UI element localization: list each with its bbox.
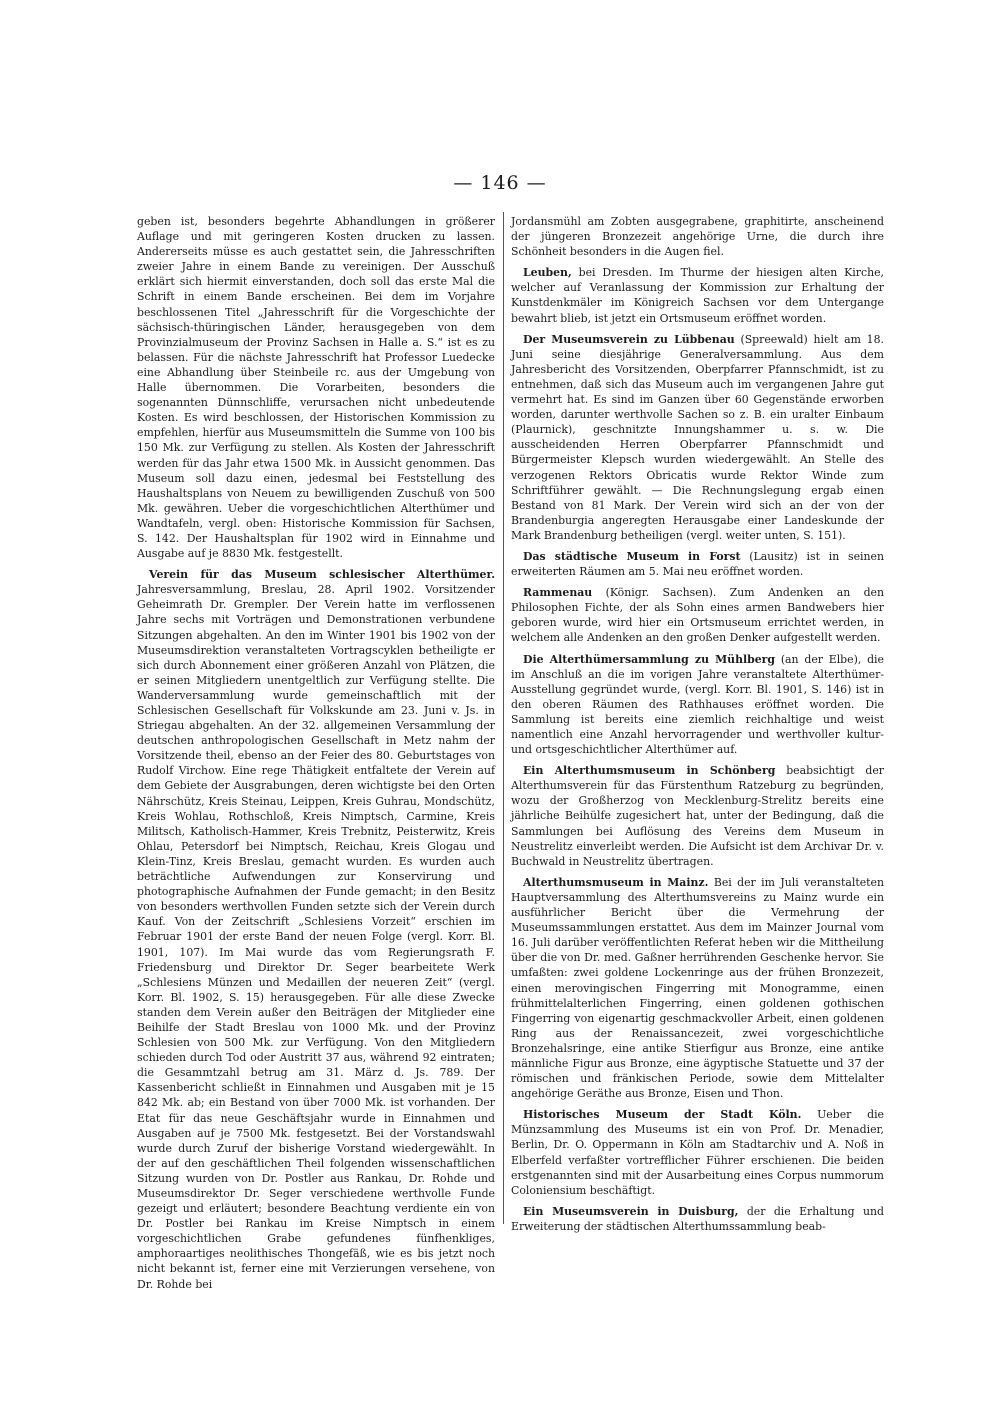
section-heading: Verein für das Museum schlesischer Alterthümer. — [149, 568, 495, 582]
paragraph-koeln: Historisches Museum der Stadt Köln. Ueber die Münzsammlung des Museums ist ein von Prof. Dr. Menadier, Berlin, Dr. O. Oppermann in Köln am Stadtarchiv und A. Noß in Elberfeld verfaßter vortrefflicher Führer erschienen. Die beiden erstgenannten sind mit der Ausarbeitung eines Corpus nummorum Coloniensium beschäftigt. — [511, 1108, 884, 1197]
paragraph-jordansmuehl: Jordansmühl am Zobten ausgegrabene, graphitirte, anscheinend der jüngeren Bronzezeit angehörige Urne, die durch ihre Schönheit besonders in die Augen fiel. — [511, 215, 884, 259]
section-heading: Die Alterthümersammlung zu Mühlberg — [523, 652, 776, 666]
section-heading: Rammenau — [523, 586, 593, 600]
section-heading: Ein Museumsverein in Duisburg, — [523, 1204, 739, 1218]
paragraph-rammenau: Rammenau (Königr. Sachsen). Zum Andenken an den Philosophen Fichte, der als Sohn eines armen Bandwebers hier geboren wurde, wird hier ein Ortsmuseum errichtet werden, in welchem alle Andenken an den großen Denker aufgestellt werden. — [511, 586, 884, 645]
paragraph-leuben: Leuben, bei Dresden. Im Thurme der hiesigen alten Kirche, welcher auf Veranlassung der Kommission zur Erhaltung der Kunstdenkmäler im Königreich Sachsen vor dem Untergange bewahrt blieb, ist jetzt ein Ortsmuseum eröffnet worden. — [511, 266, 884, 325]
paragraph-luebbenau: Der Museumsverein zu Lübbenau (Spreewald) hielt am 18. Juni seine diesjährige Generalversammlung. Aus dem Jahresbericht des Vorsitzenden, Oberpfarrer Pfannschmidt, ist zu entnehmen, daß sich das Museum auch im vergangenen Jahre gut vermehrt hat. Es sind im Ganzen über 60 Gegenstände erworben worden, darunter werthvolle Sachen so z. B. ein uralter Einbaum (Plaurnick), geschnitzte Innungshammer u. s. w. Die ausscheidenden Herren Oberpfarrer Pfannschmidt und Bürgermeister Klepsch wurden wiedergewählt. An Stelle des verzogenen Rektors Obricatis wurde Rektor Winde zum Schriftführer gewählt. — Die Rechnungslegung ergab einen Bestand von 81 Mark. Der Verein wird sich an der von der Brandenburgia angeregten Herausgabe einer Landeskunde der Mark Brandenburg betheiligen (vergl. weiter unten, S. 151). — [511, 332, 884, 542]
left-column — [137, 214, 495, 1298]
paragraph-mainz: Alterthumsmuseum in Mainz. Bei der im Juli veranstalteten Hauptversammlung des Alterthumsvereins zu Mainz wurde ein ausführlicher Bericht über die Vermehrung der Museumssammlungen erstattet. Aus dem im Mainzer Journal vom 16. Juli darüber veröffentlichten Referat heben wir die Mittheilung über die von Dr. med. Gaßner herrührenden Geschenke hervor. Sie umfaßten: zwei goldene Lockenringe aus der frühen Bronzezeit, einen merovingischen Fingerring mit Monogramme, einen frühmittelalterlichen Fingerring, einen goldenen gothischen Fingerring von eigenartig geschmackvoller Arbeit, einen goldenen Ring aus der Renaissancezeit, zwei vorgeschichtliche Bronzehalsringe, eine antike Stierfigur aus Bronze, eine antike männliche Figur aus Bronze, eine ägyptische Statuette und 37 der römischen und fränkischen Periode, sowie dem Mittelalter angehörige Geräthe aus Bronze, Eisen und Thon. — [511, 875, 885, 1101]
paragraph-continuation: geben ist, besonders begehrte Abhandlungen in größerer Auflage und mit geringeren Kosten drucken zu lassen. Andererseits müsse es auch gestattet sein, die Jahresschriften zweier Jahre in einem Bande zu vereinigen. Der Ausschuß erklärt sich hiermit einverstanden, doch soll das erste Mal die Schrift in einem Bande erscheinen. Bei dem im Vorjahre beschlossenen Titel „Jahresschrift für die Vorgeschichte der sächsisch-thüringischen Länder, herausgegeben von dem Provinzialmuseum der Provinz Sachsen in Halle a. S.“ ist es zu belassen. Für die nächste Jahresschrift hat Professor Luedecke eine Abhandlung über Steinbeile rc. aus der Umgebung von Halle übernommen. Die Vorarbeiten, besonders die sogenannten Dünnschliffe, verursachen nicht unbedeutende Kosten. Es wird beschlossen, der Historischen Kommission zu empfehlen, hierfür aus Museumsmitteln die Summe von 100 bis 150 Mk. zur Verfügung zu stellen. Als Kosten der Jahresschrift werden für das Jahr etwa 1500 Mk. in Aussicht genommen. Das Museum soll dazu einen, jedesmal bei Feststellung des Haushaltsplans von Neuem zu bewilligenden Zuschuß von 500 Mk. gewähren. Ueber die vorgeschichtlichen Alterthümer und Wandtafeln, vergl. oben: Historische Kommission für Sachsen, S. 142. Der Haushaltsplan für 1902 wird in Einnahme und Ausgabe auf je 8830 Mk. festgestellt. — [137, 215, 495, 561]
section-heading: Das städtische Museum in Forst — [523, 549, 741, 563]
section-heading: Historisches Museum der Stadt Köln. — [523, 1108, 802, 1122]
right-column — [511, 214, 884, 1240]
column-divider — [503, 212, 504, 1224]
paragraph-forst: Das städtische Museum in Forst (Lausitz) ist in seinen erweiterten Räumen am 5. Mai neu eröffnet worden. — [511, 549, 884, 579]
section-heading: Der Museumsverein zu Lübbenau — [523, 332, 735, 346]
page-number: — 146 — — [453, 172, 547, 194]
section-heading: Leuben, — [523, 266, 572, 280]
paragraph-verein-schlesien: Verein für das Museum schlesischer Alterthümer. Jahresversammlung, Breslau, 28. April 1902. Vorsitzender Geheimrath Dr. Grempler. Der Verein hatte im verflossenen Jahre sechs mit Vorträgen und Demonstrationen verbundene Sitzungen abgehalten. An den im Winter 1901 bis 1902 von der Museumsdirektion veranstalteten Vortragscyklen betheiligte er sich durch Abonnement einer größeren Anzahl von Plätzen, die er seinen Mitgliedern unentgeltlich zur Verfügung stellte. Die Wanderversammlung wurde gemeinschaftlich mit der Schlesischen Gesellschaft für Volkskunde am 23. Juni v. Js. in Striegau abgehalten. An der 32. allgemeinen Versammlung der deutschen anthropologischen Gesellschaft in Metz nahm der Vorsitzende theil, ebenso an der Feier des 80. Geburtstages von Rudolf Virchow. Eine rege Thätigkeit entfaltete der Verein auf dem Gebiete der Ausgrabungen, deren wichtigste bei den Orten Nährschütz, Kreis Steinau, Leippen, Kreis Guhrau, Mondschütz, Kreis Wohlau, Rothschloß, Kreis Nimptsch, Carmine, Kreis Militsch, Katholisch-Hammer, Kreis Trebnitz, Peisterwitz, Kreis Ohlau, Petersdorf bei Nimptsch, Reichau, Kreis Glogau und Klein-Tinz, Kreis Breslau, gemacht wurden. Es wurden auch beträchtliche Aufwendungen zur Konservirung und photographische Aufnahmen der Funde gemacht; in den Besitz von besonders werthvollen Funden setzte sich der Verein durch Kauf. Von der Zeitschrift „Schlesiens Vorzeit“ erschien im Februar 1901 der erste Band der neuen Folge (vergl. Korr. Bl. 1901, 107). Im Mai wurde das vom Regierungsrath F. Friedensburg und Direktor Dr. Seger bearbeitete Werk „Schlesiens Münzen und Medaillen der neueren Zeit“ (vergl. Korr. Bl. 1902, S. 15) herausgegeben. Für alle diese Zwecke standen dem Verein außer den Beiträgen der Mitglieder eine Beihilfe der Stadt Breslau von 1000 Mk. und der Provinz Schlesien von 500 Mk. zur Verfügung. Von den Mitgliedern schieden durch Tod oder Austritt 37 aus, während 92 eintraten; die Gesammtzahl betrug am 31. März d. Js. 789. Der Kassenbericht schließt in Einnahmen und Ausgaben mit je 15 842 Mk. ab; ein Bestand von über 7000 Mk. ist vorhanden. Der Etat für das neue Geschäftsjahr wurde in Einnahmen und Ausgaben auf je 7500 Mk. festgesetzt. Bei der Vorstandswahl wurde durch Zuruf der bisherige Vorstand wiedergewählt. In der auf den geschäftlichen Theil folgenden wissenschaftlichen Sitzung wurden von Dr. Postler aus Rankau, Dr. Rohde und Museumsdirektor Dr. Seger verschiedene werthvolle Funde gezeigt und erläutert; besondere Beachtung verdiente ein von Dr. Postler bei Rankau im Kreise Nimptsch in einem vorgeschichtlichen Grabe gefundenes fünfhenkliges, amphoraartiges neolithisches Thongefäß, wie es bis jetzt noch nicht bekannt ist, ferner eine mit Verzierungen versehene, von Dr. Rohde bei — [137, 568, 495, 1291]
paragraph-schoenberg: Ein Alterthumsmuseum in Schönberg beabsichtigt der Alterthumsverein für das Fürstenthum Ratzeburg zu begründen, wozu der Großherzog von Mecklenburg-Strelitz bereits eine jährliche Beihülfe zugesichert hat, unter der Bedingung, daß die Sammlungen bei Auflösung des Vereins dem Museum in Neustrelitz einverleibt werden. Die Aufsicht ist dem Archivar Dr. v. Buchwald in Neustrelitz übertragen. — [511, 764, 884, 868]
section-heading: Alterthumsmuseum in Mainz. — [523, 875, 709, 889]
paragraph-muehlberg: Die Alterthümersammlung zu Mühlberg (an der Elbe), die im Anschluß an die im vorigen Jahre veranstaltete Alterthümer-Ausstellung gegründet wurde, (vergl. Korr. Bl. 1901, S. 146) ist in den oberen Räumen des Rathhauses eröffnet worden. Die Sammlung ist bereits eine ziemlich reichhaltige und weist namentlich eine Anzahl hervorragender und werthvoller kultur- und ortsgeschichtlicher Alterthümer auf. — [511, 652, 884, 757]
paragraph-duisburg: Ein Museumsverein in Duisburg, der die Erhaltung und Erweiterung der städtischen Alterthumssammlung beab- — [511, 1204, 885, 1233]
section-heading: Ein Alterthumsmuseum in Schönberg — [523, 764, 776, 778]
